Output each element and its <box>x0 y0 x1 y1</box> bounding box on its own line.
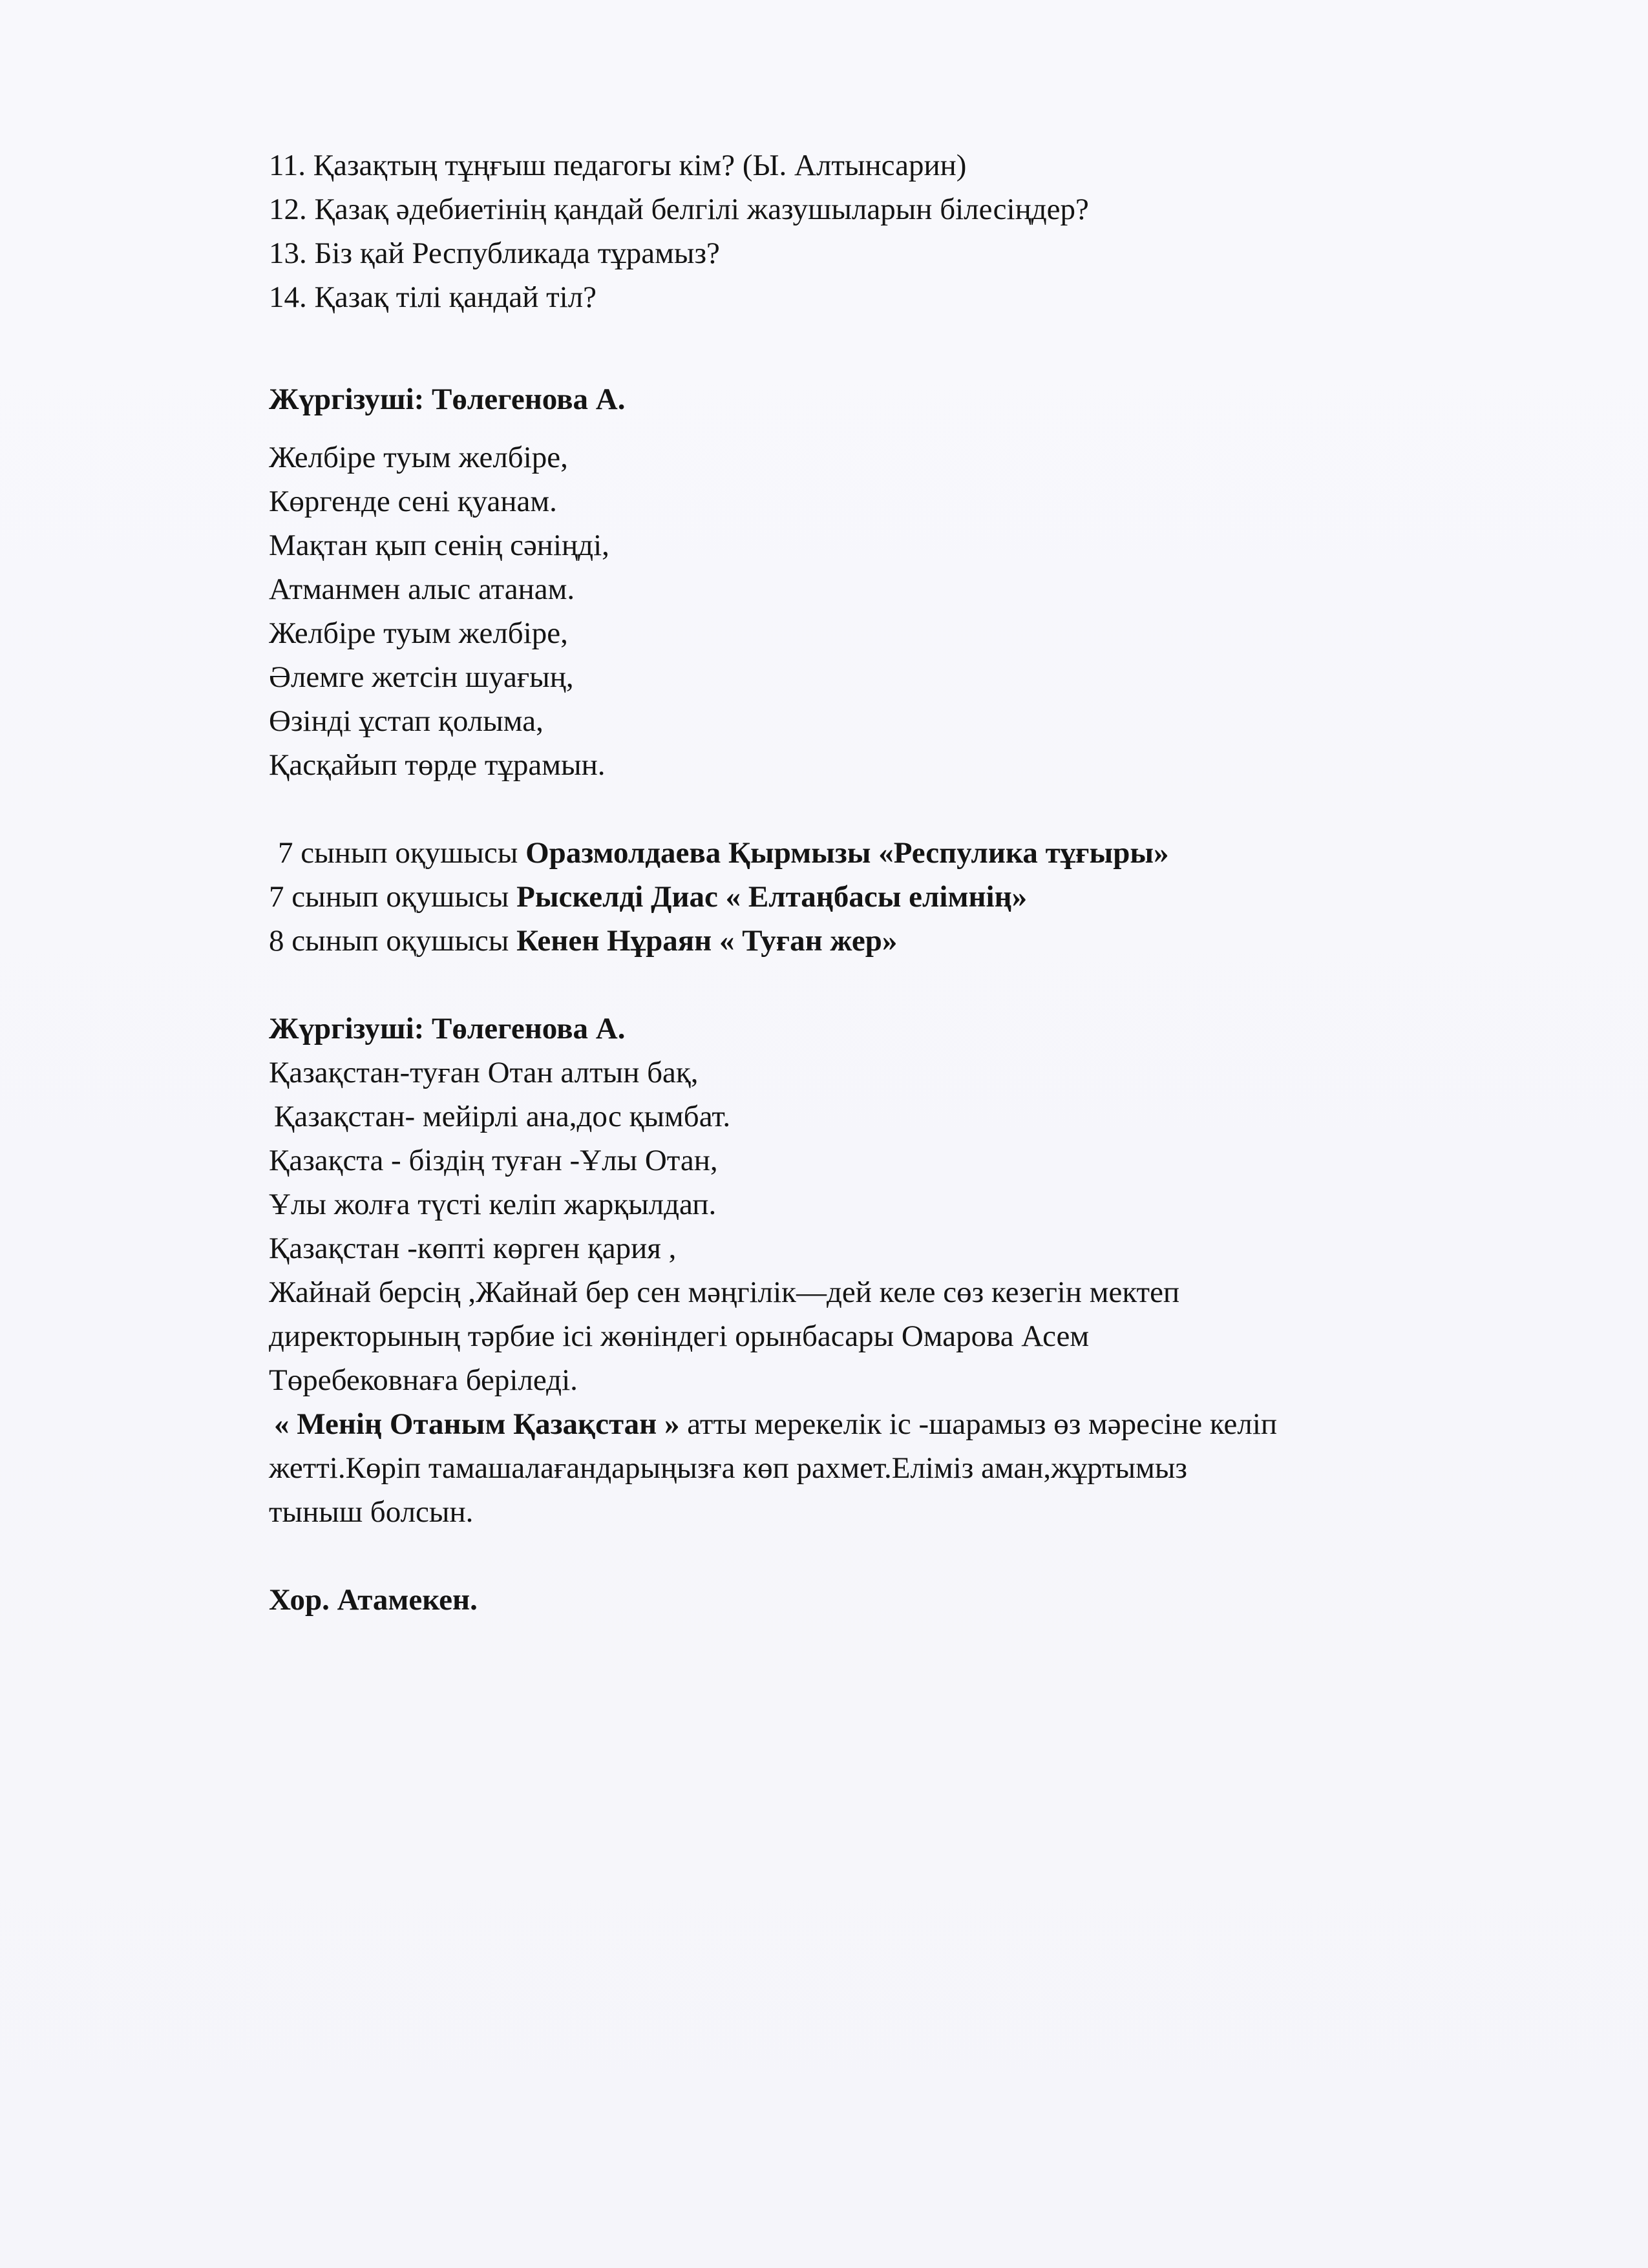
paragraph-line: директорының тәрбие ісі жөніндегі орынбасары Омарова Асем <box>269 1319 1090 1353</box>
performer-name: Рыскелді Диас « Елтаңбасы елімнің» <box>516 880 1028 914</box>
verse-line: Қазақста - біздің туған -Ұлы Отан, <box>269 1144 718 1177</box>
verse-line: Қазақстан-туған Отан алтын бақ, <box>269 1056 699 1089</box>
event-title: « Менің Отаным Қазақстан » <box>274 1407 680 1441</box>
poem <box>269 436 1536 787</box>
performer-item <box>269 875 1536 919</box>
poem-line: Желбіре туым желбіре, <box>269 616 568 650</box>
poem-line: Мақтан қып сенің сәніңді, <box>269 529 609 562</box>
question-list <box>269 143 1536 319</box>
host-heading: Жүргізуші: Төлегенова А. <box>269 1012 626 1045</box>
host-heading: Жүргізуші: Төлегенова А. <box>269 383 626 416</box>
poem-line: Атманмен алыс атанам. <box>269 572 575 606</box>
poem-line: Желбіре туым желбіре, <box>269 441 568 474</box>
poem-line: Көргенде сені қуанам. <box>269 485 557 518</box>
performer-name: Кенен Нұраян « Туған жер» <box>516 924 898 958</box>
paragraph-line: Төребековнаға беріледі. <box>269 1363 578 1397</box>
verse-line: Ұлы жолға түсті келіп жарқылдап. <box>269 1188 717 1221</box>
performer-class: 8 сынып оқушысы <box>269 924 517 958</box>
question-item: 12. Қазақ әдебиетінің қандай белгілі жазушыларын білесіңдер? <box>269 193 1089 226</box>
event-text: атты мерекелік іс -шарамыз өз мәресіне келіп <box>679 1407 1278 1441</box>
spacer <box>269 421 1536 436</box>
event-line: жетті.Көріп тамашалағандарыңызға көп рахмет.Еліміз аман,жұртымыз <box>269 1451 1187 1485</box>
question-item: 14. Қазақ тілі қандай тіл? <box>269 280 597 314</box>
event-line <box>269 1402 1536 1446</box>
verse-line: Қазақстан -көпті көрген қария , <box>269 1232 677 1265</box>
document-body <box>269 143 1536 1622</box>
poem-line: Қасқайып төрде тұрамын. <box>269 748 606 782</box>
final-heading: Хор. Атамекен. <box>269 1583 478 1617</box>
spacer <box>269 963 1536 1007</box>
performer-item <box>269 919 1536 963</box>
spacer <box>269 319 1536 377</box>
poem-line: Өзінді ұстап қолыма, <box>269 704 544 738</box>
closing-verse <box>269 1051 1536 1270</box>
paragraph-line: Жайнай берсің ,Жайнай бер сен мәңгілік—дей келе сөз кезегін мектеп <box>269 1276 1180 1309</box>
event-closing <box>269 1402 1536 1534</box>
poem-line: Әлемге жетсін шуағың, <box>269 660 574 694</box>
performer-class: 7 сынып оқушысы <box>269 880 517 914</box>
closing-paragraph <box>269 1270 1536 1402</box>
question-item: 11. Қазақтың тұңғыш педагогы кім? (Ы. Алтынсарин) <box>269 149 967 182</box>
spacer <box>269 1534 1536 1578</box>
performer-name: Оразмолдаева Қырмызы «Респулика тұғыры» <box>525 836 1169 870</box>
performer-item <box>269 831 1536 875</box>
performer-list <box>269 831 1536 963</box>
verse-line: Қазақстан- мейірлі ана,дос қымбат. <box>274 1100 731 1133</box>
spacer <box>269 787 1536 831</box>
performer-class: 7 сынып оқушысы <box>278 836 526 870</box>
question-item: 13. Біз қай Республикада тұрамыз? <box>269 236 720 270</box>
event-line: тыныш болсын. <box>269 1495 474 1529</box>
